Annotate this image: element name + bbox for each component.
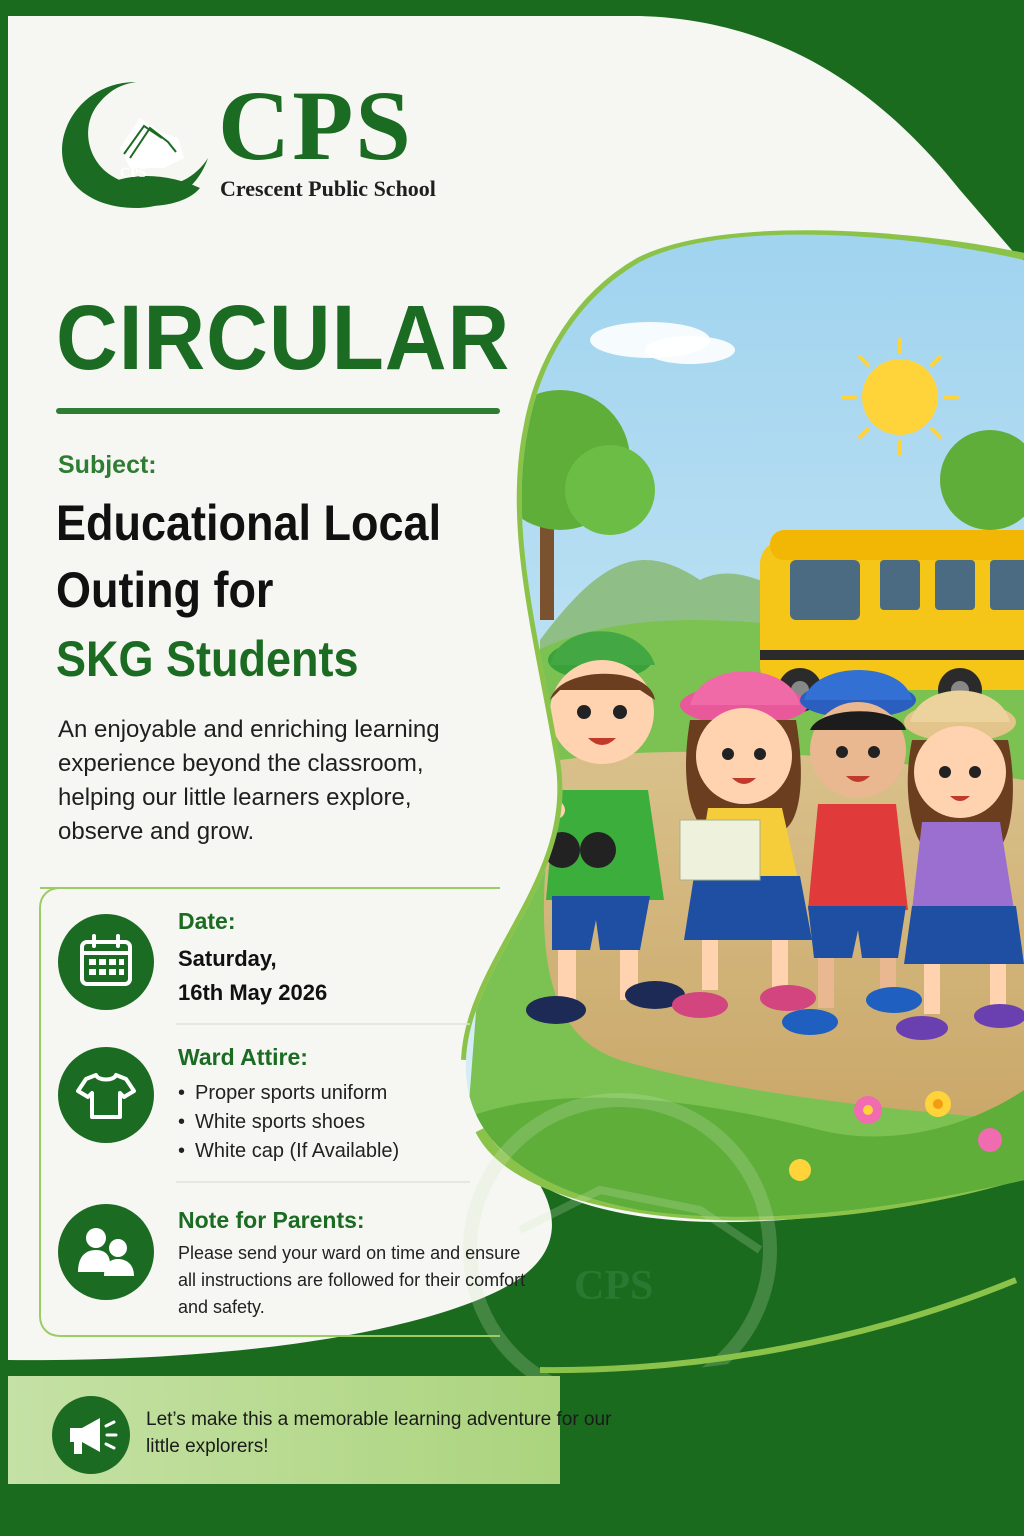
note-icon-circle — [58, 1204, 154, 1300]
school-name: Crescent Public School — [220, 176, 436, 201]
attire-item: • Proper sports uniform — [178, 1079, 399, 1108]
subject-label: Subject: — [58, 451, 157, 479]
note-text: Please send your ward on time and ensure all instructions are followed for their comfort and safety. — [178, 1243, 526, 1317]
megaphone-icon — [52, 1396, 130, 1474]
date-icon-circle — [58, 914, 154, 1010]
attire-item: • White sports shoes — [178, 1108, 399, 1137]
attire-icon-circle — [58, 1047, 154, 1143]
note-title: Note for Parents: — [178, 1207, 365, 1233]
subject-line-3: SKG Students — [56, 631, 359, 687]
date-line-1: Saturday, — [178, 946, 277, 971]
subject-line-2: Outing for — [56, 562, 274, 618]
description: An enjoyable and enriching learning experience beyond the classroom, helping our little learners explore, observe and grow. — [58, 716, 440, 845]
date-title: Date: — [178, 908, 236, 934]
tshirt-icon — [58, 1047, 154, 1143]
calendar-icon — [58, 914, 154, 1010]
page-title: CIRCULAR — [56, 287, 511, 389]
parents-icon — [58, 1204, 154, 1300]
attire-item: • White cap (If Available) — [178, 1137, 399, 1166]
subject-line-1: Educational Local — [56, 495, 442, 551]
logo-title: CPS — [218, 70, 413, 181]
attire-title: Ward Attire: — [178, 1044, 308, 1070]
logo-mark-text: CPS — [120, 166, 147, 181]
footer-message: Let’s make this a memorable learning adventure for our little explorers! — [146, 1409, 612, 1457]
attire-list — [178, 1079, 399, 1166]
logo-mark — [60, 78, 212, 210]
footer-icon-circle — [52, 1396, 130, 1474]
date-line-2: 16th May 2026 — [178, 980, 328, 1005]
watermark-text: CPS — [574, 1263, 654, 1309]
